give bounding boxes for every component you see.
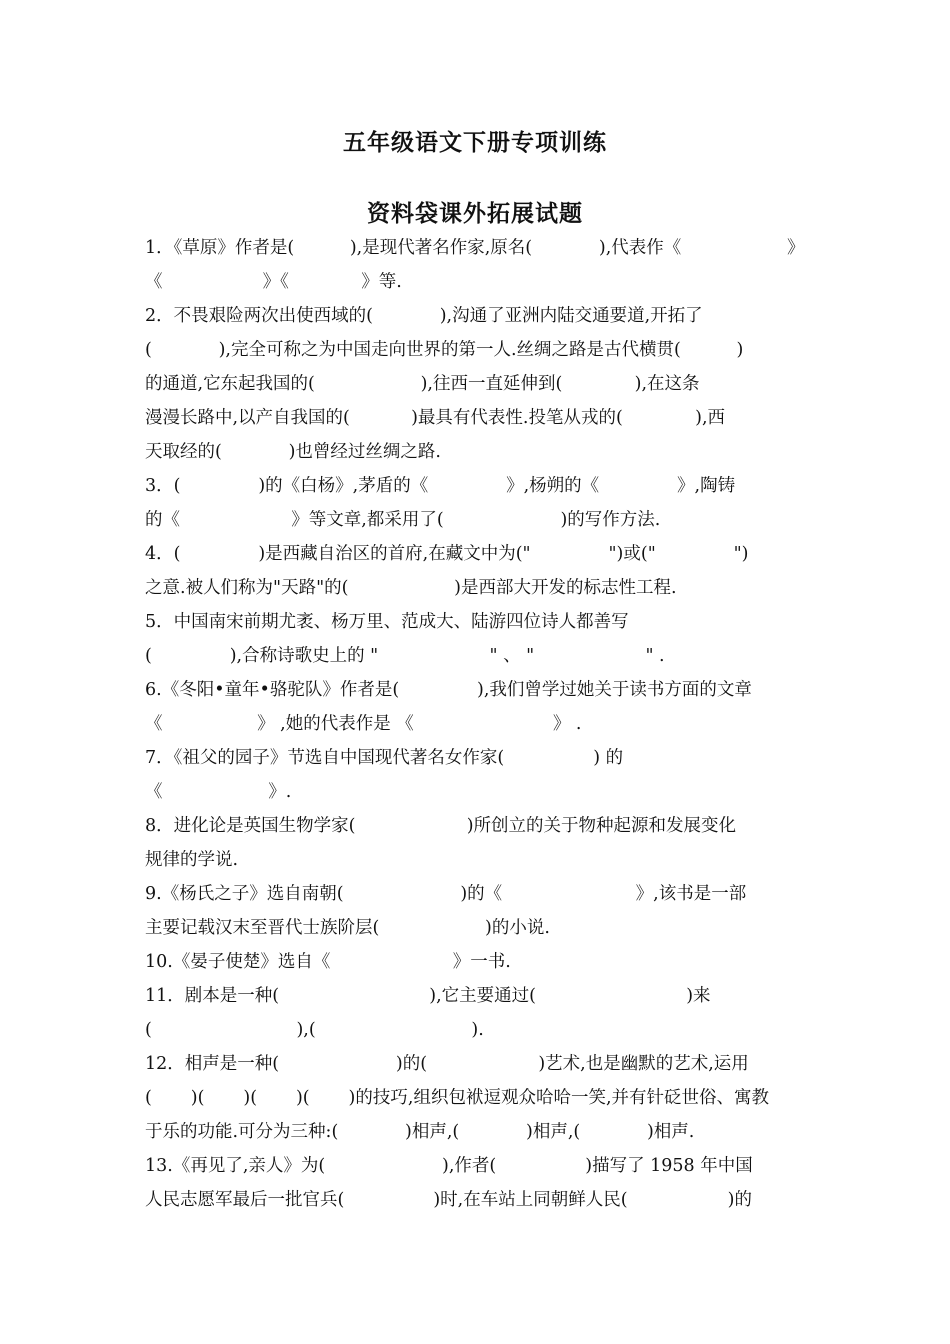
question-line: ( ),完全可称之为中国走向世界的第一人.丝绸之路是古代横贯( )	[145, 340, 744, 360]
question-line: 12．相声是一种( )的( )艺术,也是幽默的艺术,运用	[145, 1054, 749, 1074]
question-line: 规律的学说.	[145, 850, 239, 870]
question-line: ( ),合称诗歌史上的 " " 、 " " .	[145, 646, 665, 666]
question-line: 5．中国南宋前期尤袤、杨万里、范成大、陆游四位诗人都善写	[145, 612, 629, 632]
question-line: 漫漫长路中,以产自我国的( )最具有代表性.投笔从戎的( ),西	[145, 408, 726, 428]
question-line: 13.《再见了,亲人》为( ),作者( )描写了 1958 年中国	[145, 1156, 753, 1176]
question-line: 《 》.	[145, 782, 292, 802]
question-line: 《 》《 》等.	[145, 272, 402, 292]
question-line: 2．不畏艰险两次出使西域的( ),沟通了亚洲内陆交通要道,开拓了	[145, 306, 703, 326]
page-title: 五年级语文下册专项训练	[343, 130, 607, 156]
question-line: 的通道,它东起我国的( ),往西一直延伸到( ),在这条	[145, 374, 700, 394]
question-line: 《 》 ,她的代表作是 《 》 .	[145, 714, 582, 734]
question-line: 9.《杨氏之子》选自南朝( )的《 》,该书是一部	[145, 884, 747, 904]
question-line: 3．( )的《白杨》,茅盾的《 》,杨朔的《 》,陶铸	[145, 476, 736, 496]
question-line: 人民志愿军最后一批官兵( )时,在车站上同朝鲜人民( )的	[145, 1190, 753, 1210]
page-subtitle: 资料袋课外拓展试题	[367, 201, 583, 227]
question-line: 8．进化论是英国生物学家( )所创立的关于物种起源和发展变化	[145, 816, 737, 836]
question-line: 主要记载汉末至晋代士族阶层( )的小说.	[145, 918, 550, 938]
question-line: 6.《冬阳•童年•骆驼队》作者是( ),我们曾学过她关于读书方面的文章	[145, 680, 752, 700]
question-line: 11．剧本是一种( ),它主要通过( )来	[145, 986, 711, 1006]
question-line: 1．《草原》作者是( ),是现代著名作家,原名( ),代表作《 》	[145, 238, 805, 258]
question-line: 天取经的( )也曾经过丝绸之路.	[145, 442, 441, 462]
question-line: 10.《晏子使楚》选自《 》一书.	[145, 952, 511, 972]
question-line: ( )( )( )( )的技巧,组织包袱逗观众哈哈一笑,并有针砭世俗、寓教	[145, 1088, 769, 1108]
question-line: 4．( )是西藏自治区的首府,在藏文中为(" ")或(" ")	[145, 544, 749, 564]
question-line: 7．《祖父的园子》节选自中国现代著名女作家( ) 的	[145, 748, 624, 768]
question-line: 于乐的功能.可分为三种:( )相声,( )相声,( )相声.	[145, 1122, 695, 1142]
question-line: ( ),( ).	[145, 1020, 484, 1040]
question-line: 之意.被人们称为"天路"的( )是西部大开发的标志性工程.	[145, 578, 677, 598]
question-line: 的《 》等文章,都采用了( )的写作方法.	[145, 510, 661, 530]
